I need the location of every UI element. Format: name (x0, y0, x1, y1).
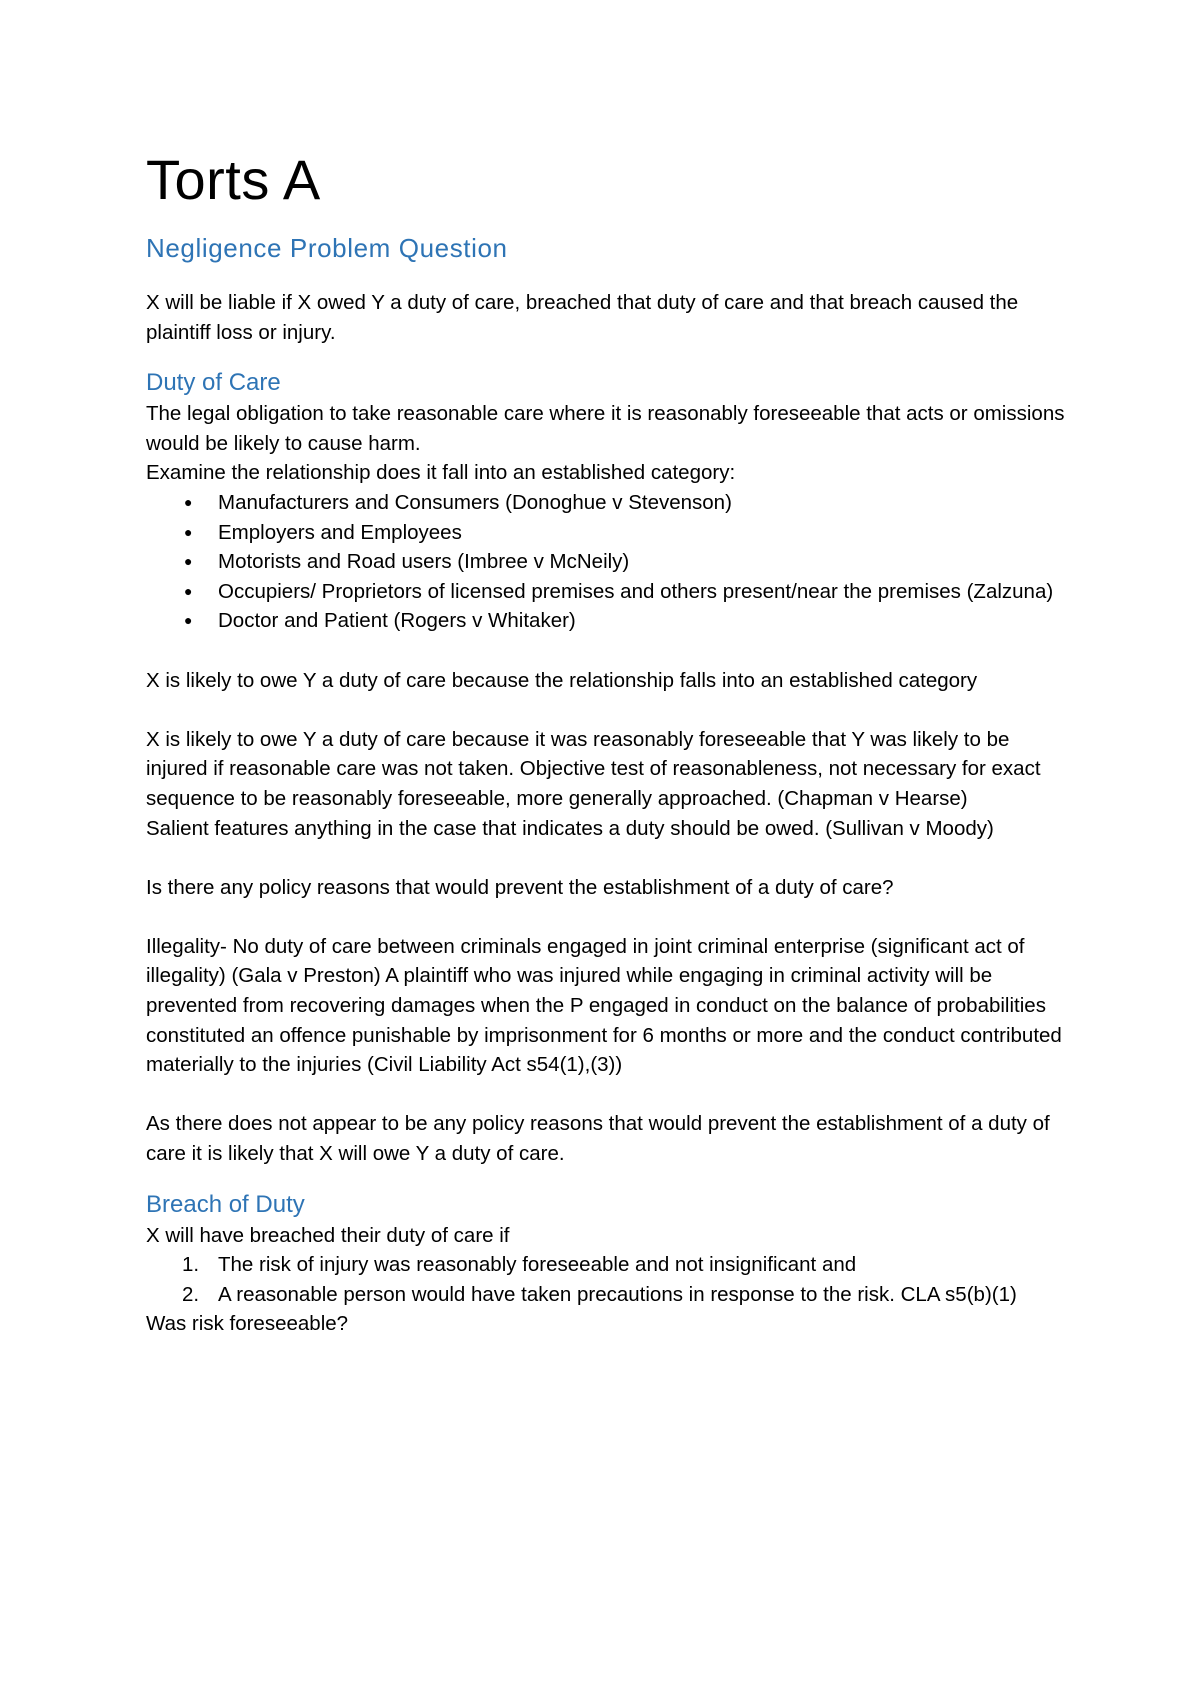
salient-features-paragraph: Salient features anything in the case that indicates a duty should be owed. (Sullivan v Moody) (146, 816, 994, 840)
list-item: ● Doctor and Patient (Rogers v Whitaker) (182, 606, 1076, 636)
list-item (182, 1280, 1076, 1310)
breach-of-duty-heading: Breach of Duty (146, 1190, 305, 1218)
list-item: ● Motorists and Road users (Imbree v McNeily) (182, 547, 1076, 577)
spacer (146, 636, 1076, 666)
duty-conclusion-paragraph: As there does not appear to be any policy reasons that would prevent the establishment of a duty of care it is likely that X will owe Y a duty of care. (146, 1112, 1050, 1166)
list-item (182, 1250, 1076, 1280)
breach-intro: X will have breached their duty of care if (146, 1223, 510, 1247)
breach-conditions-list (146, 1250, 1076, 1309)
duty-examine: Examine the relationship does it fall into an established category: (146, 461, 736, 485)
breach-question: Was risk foreseeable? (146, 1312, 349, 1336)
spacer (146, 843, 1076, 873)
list-number: 1. (182, 1253, 200, 1277)
illegality-paragraph: Illegality- No duty of care between criminals engaged in joint criminal enterprise (significant act of illegality) (Gala v Preston) A plaintiff who was injured while engaging in criminal activity will be prevented from recovering damages when the P engaged in conduct on the balance of probabilities constituted an offence punishable by imprisonment for 6 months or more and the conduct contributed materially to the injuries (Civil Liability Act s54(1),(3)) (146, 934, 1062, 1077)
document-title: Torts A (146, 148, 321, 211)
policy-question-paragraph: Is there any policy reasons that would prevent the establishment of a duty of care? (146, 875, 894, 899)
list-number: 2. (182, 1282, 200, 1306)
document-subtitle: Negligence Problem Question (146, 233, 508, 263)
spacer (146, 1080, 1076, 1110)
spacer (146, 1169, 1076, 1189)
duty-of-care-heading: Duty of Care (146, 369, 281, 397)
list-item: ● Manufacturers and Consumers (Donoghue v Stevenson) (182, 488, 1076, 518)
spacer (146, 902, 1076, 932)
established-category-paragraph: X is likely to owe Y a duty of care because the relationship falls into an established category (146, 668, 978, 692)
duty-definition: The legal obligation to take reasonable care where it is reasonably foreseeable that acts or omissions would be likely to cause harm. (146, 402, 1065, 455)
spacer (146, 695, 1076, 725)
list-item: ● Occupiers/ Proprietors of licensed premises and others present/near the premises (Zalzuna) (182, 577, 1076, 607)
spacer (146, 347, 1076, 367)
foreseeable-paragraph: X is likely to owe Y a duty of care because it was reasonably foreseeable that Y was likely to be injured if reasonable care was not taken. Objective test of reasonableness, not necessary for exact sequence to be reasonably foreseeable, more generally approached. (Chapman v Hearse) (146, 727, 1041, 810)
established-categories-list (146, 488, 1076, 636)
document-body (146, 148, 1076, 1339)
list-item-text: A reasonable person would have taken precautions in response to the risk. CLA s5(b)(1) (218, 1282, 1017, 1306)
list-item-text: The risk of injury was reasonably foreseeable and not insignificant and (218, 1253, 857, 1277)
list-item: ● Employers and Employees (182, 518, 1076, 548)
intro-paragraph: X will be liable if X owed Y a duty of care, breached that duty of care and that breach caused the plaintiff loss or injury. (146, 291, 1019, 344)
